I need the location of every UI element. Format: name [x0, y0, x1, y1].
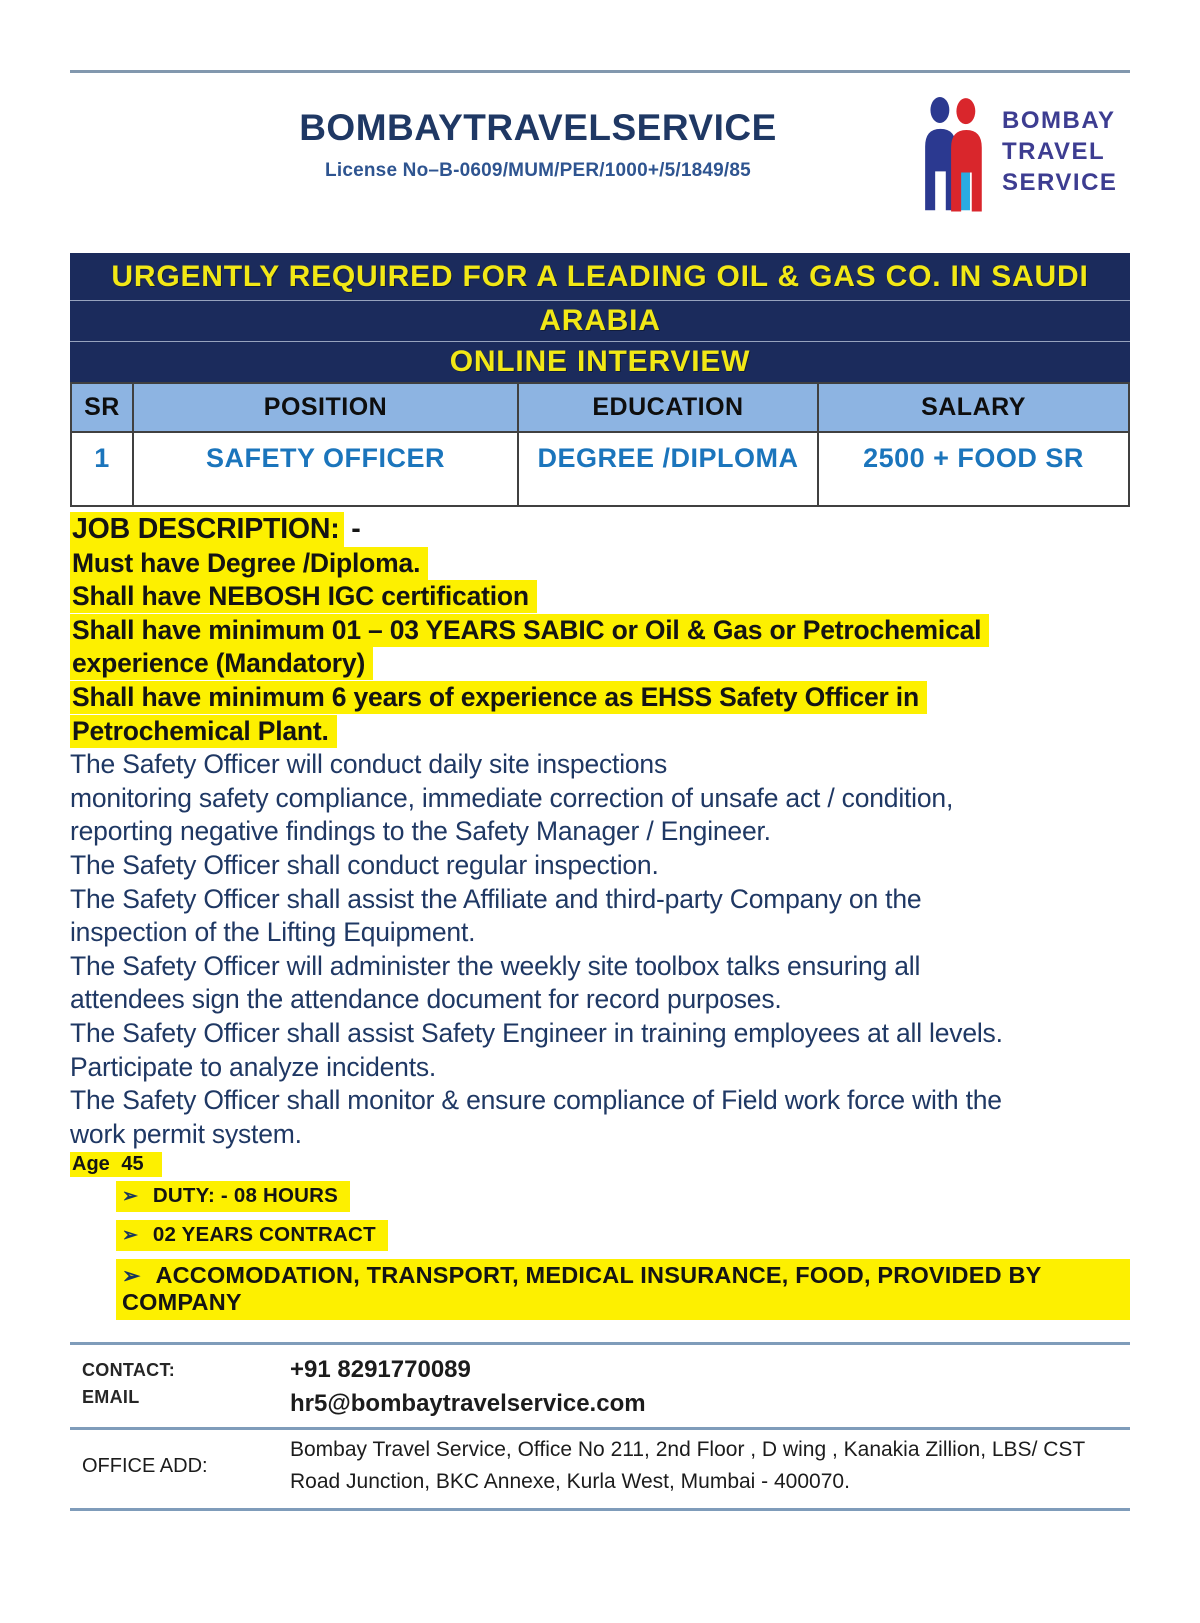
col-header-position: POSITION [133, 383, 518, 432]
cell-salary: 2500 + FOOD SR [818, 432, 1129, 506]
contact-labels [70, 1353, 290, 1421]
job-description-heading-suffix: - [343, 513, 361, 545]
jd-highlight-text: experience (Mandatory) [70, 647, 373, 680]
bullet-text: 02 YEARS CONTRACT [152, 1223, 376, 1247]
jd-highlight-text: Shall have minimum 01 – 03 YEARS SABIC or Oil & Gas or Petrochemical [70, 614, 989, 647]
bullet-text: ACCOMODATION, TRANSPORT, MEDICAL INSURANCE, FOOD, PROVIDED BY COMPANY [122, 1262, 1042, 1316]
jd-line [70, 681, 1130, 715]
cell-sr: 1 [71, 432, 133, 506]
jd-line: monitoring safety compliance, immediate correction of unsafe act / condition, [70, 782, 954, 813]
jd-highlight-text: Petrochemical Plant. [70, 715, 337, 748]
cell-education: DEGREE /DIPLOMA [518, 432, 818, 506]
contact-row [70, 1342, 1130, 1427]
jd-line: The Safety Officer shall monitor & ensure compliance of Field work force with the [70, 1085, 1002, 1116]
jd-line: The Safety Officer shall assist Safety Engineer in training employees at all levels. [70, 1017, 1003, 1048]
logo-word-travel: TRAVEL [1002, 138, 1106, 165]
contact-label: CONTACT: [82, 1360, 176, 1381]
job-description-heading-highlight: JOB DESCRIPTION: [70, 512, 344, 547]
age-highlight-text: Age 45 [70, 1152, 162, 1177]
jd-line: attendees sign the attendance document for record purposes. [70, 984, 782, 1015]
bombay-travel-service-logo [922, 97, 1130, 215]
banner-line-1: URGENTLY REQUIRED FOR A LEADING OIL & GAS CO. IN SAUDI [111, 259, 1089, 293]
jd-line [70, 614, 1130, 648]
jd-line: The Safety Officer will conduct daily site inspections [70, 749, 668, 780]
contact-values [290, 1353, 1130, 1421]
email-value: hr5@bombaytravelservice.com [290, 1390, 646, 1418]
bullet-item-duty [116, 1181, 1130, 1212]
logo-word-service: SERVICE [1002, 169, 1118, 196]
col-header-sr: SR [71, 383, 133, 432]
jd-line: work permit system. [70, 1118, 302, 1149]
license-number: License No–B-0609/MUM/PER/1000+/5/1849/85 [325, 160, 751, 181]
table-header-row [71, 383, 1129, 432]
email-label: EMAIL [82, 1387, 140, 1408]
jd-highlight-text: Must have Degree /Diploma. [70, 547, 428, 580]
office-address-value [290, 1434, 1130, 1498]
jd-line [70, 647, 1130, 681]
jd-highlight-text: Shall have minimum 6 years of experience as EHSS Safety Officer in [70, 681, 927, 714]
document-page [0, 70, 1200, 1623]
jd-line: The Safety Officer shall assist the Affiliate and third-party Company on the [70, 883, 922, 914]
banner-line-2: ARABIA [70, 300, 1130, 341]
banner-line-3: ONLINE INTERVIEW [70, 341, 1130, 382]
logo-word-bombay: BOMBAY [1002, 107, 1116, 134]
bullet-item-contract [116, 1220, 1130, 1251]
phone-value: +91 8291770089 [290, 1356, 471, 1384]
office-address-row [70, 1427, 1130, 1511]
positions-table [70, 382, 1130, 507]
bullet-item-benefits [116, 1259, 1130, 1320]
jd-line [70, 715, 1130, 749]
headline-banner [70, 253, 1130, 382]
job-description-heading [70, 513, 1130, 547]
top-divider [70, 70, 1130, 73]
arrow-bullet-icon: ➢ [122, 1225, 138, 1247]
two-people-logo-icon [922, 97, 992, 215]
header [70, 97, 1130, 215]
jd-line: inspection of the Lifting Equipment. [70, 917, 476, 948]
benefits-bullet-list [116, 1181, 1130, 1320]
arrow-bullet-icon: ➢ [122, 1186, 138, 1208]
jd-line: Participate to analyze incidents. [70, 1051, 437, 1082]
jd-line: The Safety Officer shall conduct regular inspection. [70, 849, 659, 880]
address-line-1: Bombay Travel Service, Office No 211, 2nd Floor , D wing , Kanakia Zillion, LBS/ CST [290, 1438, 1086, 1462]
job-description-section [70, 513, 1130, 1177]
jd-line: The Safety Officer will administer the weekly site toolbox talks ensuring all [70, 950, 921, 981]
company-title: BOMBAYTRAVELSERVICE [299, 107, 777, 148]
jd-line [70, 547, 1130, 581]
jd-highlight-text: Shall have NEBOSH IGC certification [70, 580, 537, 613]
jd-line: reporting negative findings to the Safety Manager / Engineer. [70, 816, 771, 847]
cell-position: SAFETY OFFICER [133, 432, 518, 506]
bullet-text: DUTY: - 08 HOURS [152, 1184, 338, 1208]
header-text [70, 97, 922, 182]
age-requirement [70, 1151, 1130, 1177]
logo-wordmark [1002, 97, 1117, 198]
address-line-2: Road Junction, BKC Annexe, Kurla West, Mumbai - 400070. [290, 1470, 850, 1494]
office-address-label: OFFICE ADD: [82, 1454, 208, 1477]
arrow-bullet-icon: ➢ [122, 1263, 141, 1289]
col-header-salary: SALARY [818, 383, 1129, 432]
contact-section [70, 1342, 1130, 1511]
table-row [71, 432, 1129, 506]
jd-line [70, 580, 1130, 614]
col-header-education: EDUCATION [518, 383, 818, 432]
